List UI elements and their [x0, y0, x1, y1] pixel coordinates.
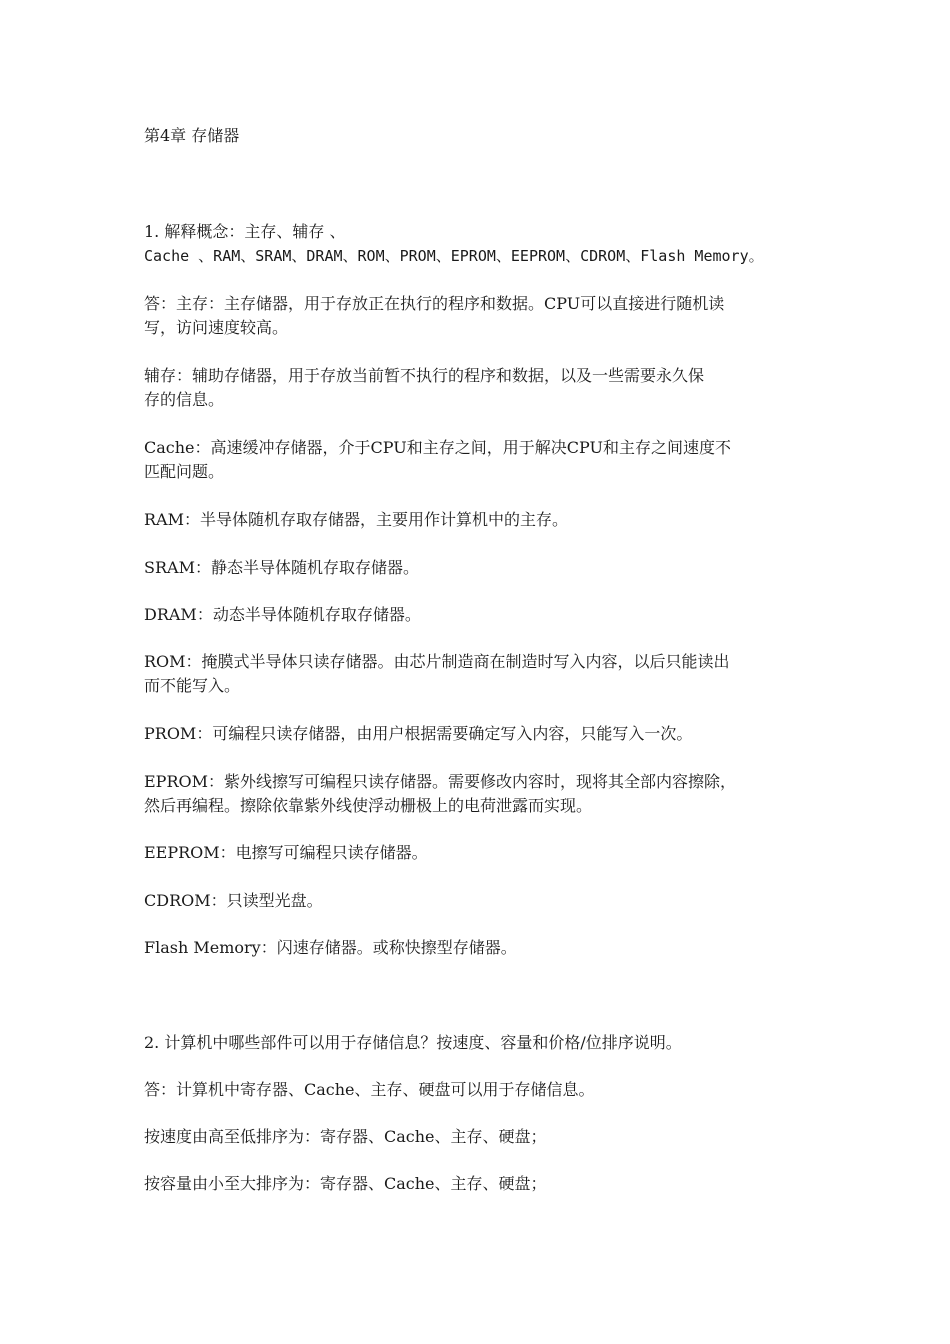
chapter-title: 第4章 存储器: [144, 126, 240, 145]
answer-paragraph-line: Flash Memory：闪速存储器。或称快擦型存储器。: [144, 938, 517, 957]
answer-paragraph-line: 然后再编程。擦除依靠紫外线使浮动栅极上的电荷泄露而实现。: [144, 796, 593, 815]
answer-paragraph-line: 存的信息。: [144, 390, 225, 409]
answer-paragraph-line: 答：主存：主存储器，用于存放正在执行的程序和数据。CPU可以直接进行随机读: [144, 294, 725, 313]
answer-paragraph-line: 按速度由高至低排序为：寄存器、Cache、主存、硬盘；: [144, 1127, 547, 1146]
answer-paragraph-line: CDROM：只读型光盘。: [144, 891, 323, 910]
answer-paragraph-line: ROM：掩膜式半导体只读存储器。由芯片制造商在制造时写入内容，以后只能读出: [144, 652, 730, 671]
answer-paragraph-line: 写，访问速度较高。: [144, 318, 289, 337]
answer-paragraph-line: 而不能写入。: [144, 676, 241, 695]
answer-paragraph-line: 答：计算机中寄存器、Cache、主存、硬盘可以用于存储信息。: [144, 1080, 595, 1099]
q1-question-line2: Cache 、RAM、SRAM、DRAM、ROM、PROM、EPROM、EEPROM、CDROM、Flash Memory。: [144, 247, 764, 265]
answer-paragraph-line: EEPROM：电擦写可编程只读存储器。: [144, 843, 428, 862]
answer-paragraph-line: SRAM：静态半导体随机存取存储器。: [144, 558, 419, 577]
q2-question: 2. 计算机中哪些部件可以用于存储信息？按速度、容量和价格/位排序说明。: [144, 1033, 682, 1052]
answer-paragraph-line: 辅存：辅助存储器，用于存放当前暂不执行的程序和数据，以及一些需要永久保: [144, 366, 705, 385]
q1-question-line1: 1. 解释概念：主存、辅存 、: [144, 222, 346, 241]
answer-paragraph-line: DRAM：动态半导体随机存取存储器。: [144, 605, 421, 624]
answer-paragraph-line: 按容量由小至大排序为：寄存器、Cache、主存、硬盘；: [144, 1174, 547, 1193]
answer-paragraph-line: EPROM：紫外线擦写可编程只读存储器。需要修改内容时，现将其全部内容擦除，: [144, 772, 736, 791]
answer-paragraph-line: Cache：高速缓冲存储器，介于CPU和主存之间，用于解决CPU和主存之间速度不: [144, 438, 731, 457]
answer-paragraph-line: 匹配问题。: [144, 462, 225, 481]
answer-paragraph-line: RAM：半导体随机存取存储器，主要用作计算机中的主存。: [144, 510, 568, 529]
answer-paragraph-line: PROM：可编程只读存储器，由用户根据需要确定写入内容，只能写入一次。: [144, 724, 693, 743]
